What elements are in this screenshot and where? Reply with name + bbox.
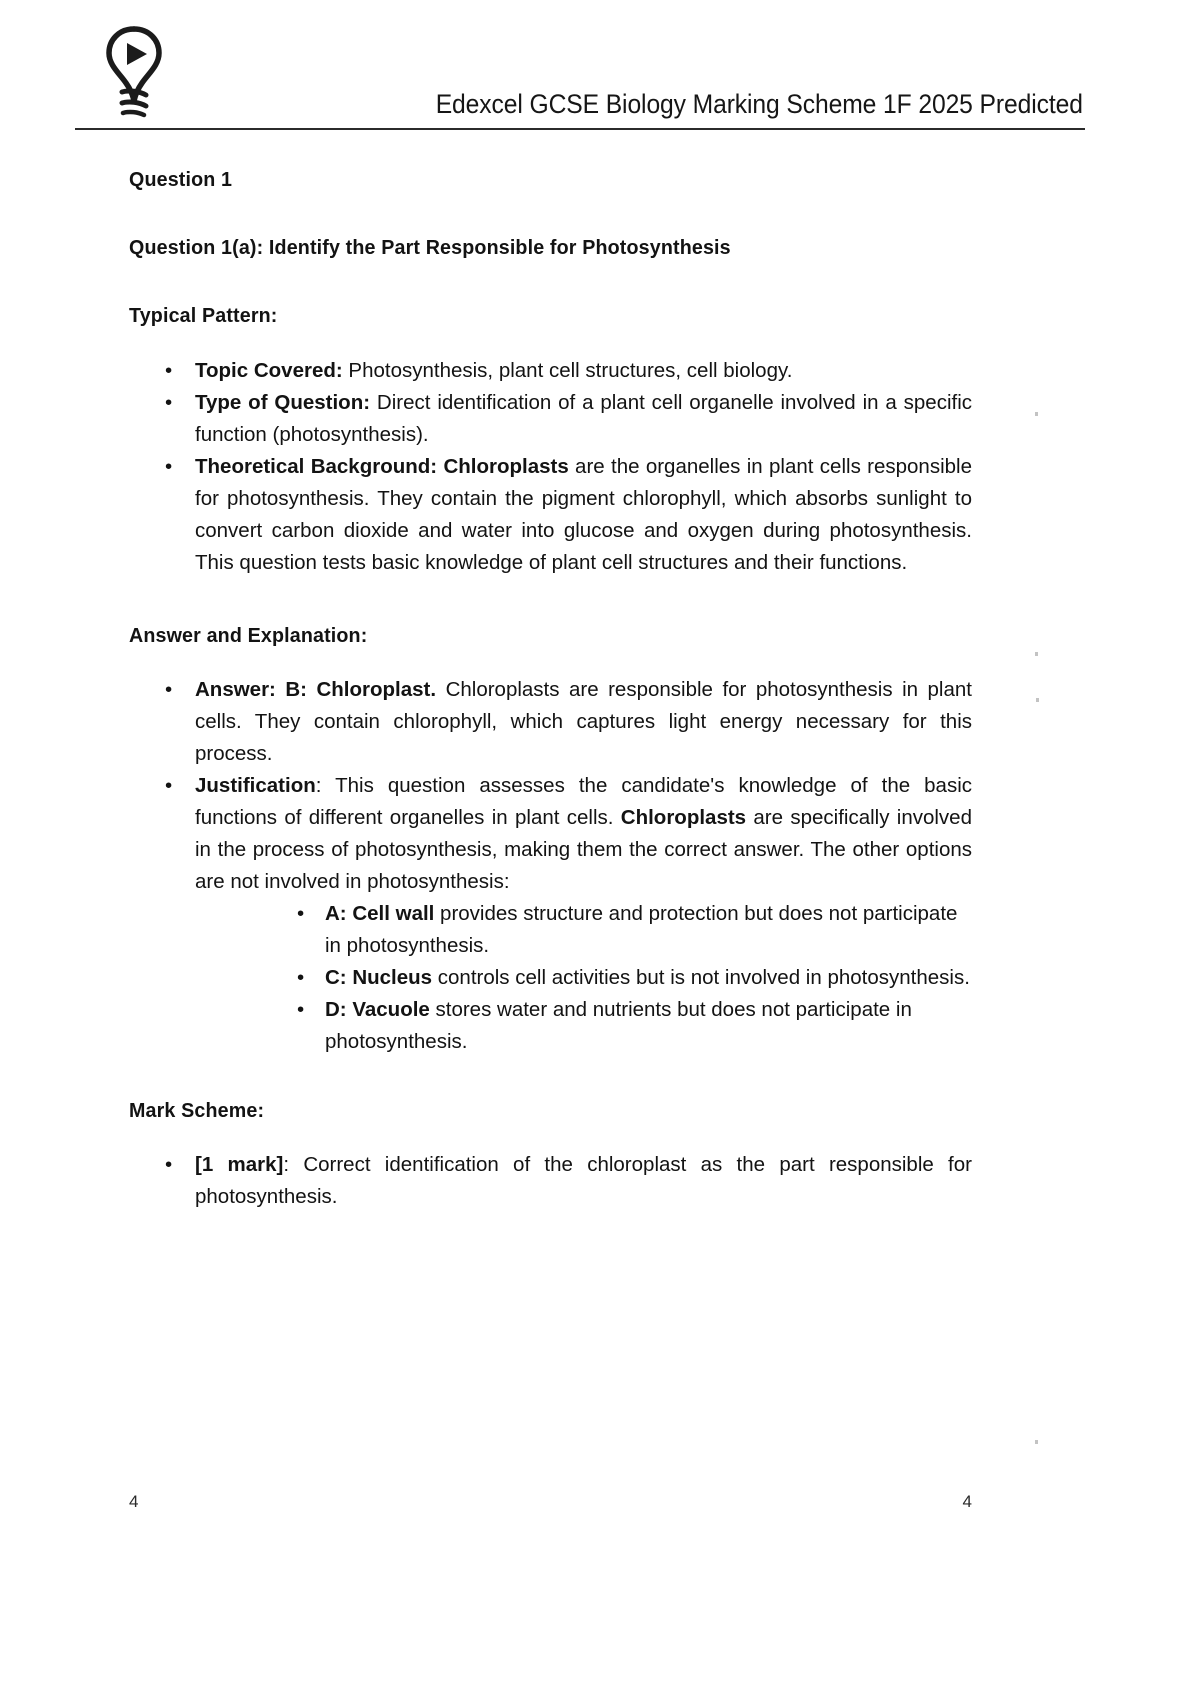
list-item-text-part2: are specifically involved in the process of photosynthesis, making them the correct answer. The other options are not involved in photosynthesis: bbox=[195, 806, 972, 893]
list-item-label: [1 mark] bbox=[195, 1152, 284, 1176]
question-heading: Question 1 bbox=[129, 168, 233, 191]
scan-artifact bbox=[1035, 1440, 1038, 1444]
bullet-icon: • bbox=[165, 390, 173, 414]
list-item-label: Justification bbox=[195, 774, 316, 797]
header-title: Edexcel GCSE Biology Marking Scheme 1F 2025 Predicted bbox=[435, 89, 1083, 119]
list-item-text: controls cell activities but is not involved in photosynthesis. bbox=[432, 966, 970, 989]
page-header bbox=[75, 18, 1085, 130]
list-item bbox=[261, 962, 972, 994]
list-item bbox=[129, 1149, 972, 1213]
bullet-icon: • bbox=[297, 902, 305, 925]
list-item-text-part1: : This question assesses the candidate's knowledge of the basic functions of different organelles in plant cells. bbox=[195, 774, 972, 829]
list-item-label-suffix: : bbox=[335, 358, 343, 382]
bullet-icon: • bbox=[165, 1152, 173, 1176]
bullet-icon: • bbox=[297, 966, 305, 989]
list-item-text: are the organelles in plant cells responsible for photosynthesis. They contain the pigment chlorophyll, which absorbs sunlight to convert carbon dioxide and water into glucose and oxygen during photosynthesis. This question tests basic knowledge of plant cell structures and their functions. bbox=[195, 454, 972, 574]
list-item-label: C: Nucleus bbox=[325, 966, 433, 989]
scan-artifact bbox=[1036, 698, 1039, 702]
bullet-icon: • bbox=[165, 678, 173, 701]
list-item-text: provides structure and protection but does not participate in photosynthesis. bbox=[325, 902, 958, 957]
list-item bbox=[129, 770, 972, 1058]
question-part-heading: Question 1(a): Identify the Part Responsible for Photosynthesis bbox=[129, 235, 731, 259]
footer-page-number-left: 4 bbox=[129, 1492, 139, 1511]
answer-explanation-list bbox=[129, 674, 972, 1058]
page-footer bbox=[129, 1492, 972, 1512]
list-item-label: Topic Covered bbox=[195, 358, 336, 382]
list-item bbox=[129, 355, 972, 387]
mark-scheme-list bbox=[129, 1149, 972, 1213]
list-item-label: A: Cell wall bbox=[325, 902, 435, 925]
mark-scheme-heading: Mark Scheme: bbox=[129, 1099, 265, 1122]
list-item bbox=[261, 898, 972, 962]
list-item-text: Chloroplasts are responsible for photosynthesis in plant cells. They contain chlorophyll, which captures light energy necessary for this process. bbox=[195, 678, 972, 765]
list-item-emphasis: Chloroplasts bbox=[620, 806, 747, 829]
list-item-label: Theoretical Background: Chloroplasts bbox=[195, 454, 569, 478]
bullet-icon: • bbox=[165, 454, 173, 478]
lightbulb-play-logo bbox=[98, 23, 170, 118]
bullet-icon: • bbox=[165, 358, 173, 382]
list-item-text: Photosynthesis, plant cell structures, cell biology. bbox=[342, 358, 793, 382]
list-item bbox=[129, 451, 972, 579]
typical-pattern-list bbox=[129, 355, 972, 579]
document-body bbox=[129, 160, 972, 1213]
list-item-label: D: Vacuole bbox=[325, 998, 430, 1021]
list-item-text: stores water and nutrients but does not participate in photosynthesis. bbox=[325, 998, 912, 1053]
answer-explanation-heading: Answer and Explanation: bbox=[129, 623, 368, 647]
scan-artifact bbox=[1035, 652, 1038, 656]
list-item-label-suffix: : bbox=[363, 390, 371, 414]
option-sub-list bbox=[195, 898, 972, 1058]
bullet-icon: • bbox=[297, 998, 305, 1021]
typical-pattern-heading: Typical Pattern: bbox=[129, 304, 278, 327]
list-item-label: Type of Question bbox=[195, 390, 364, 414]
list-item-text: Direct identification of a plant cell organelle involved in a specific function (photosynthesis). bbox=[195, 390, 972, 446]
footer-page-number-right: 4 bbox=[962, 1492, 972, 1511]
scan-artifact bbox=[1035, 412, 1038, 416]
list-item-label: Answer: B: Chloroplast. bbox=[195, 678, 437, 701]
bullet-icon: • bbox=[165, 774, 173, 797]
list-item bbox=[129, 387, 972, 451]
list-item bbox=[129, 674, 972, 770]
list-item-text: : Correct identification of the chloroplast as the part responsible for photosynthesis. bbox=[195, 1152, 972, 1208]
list-item bbox=[261, 994, 972, 1058]
